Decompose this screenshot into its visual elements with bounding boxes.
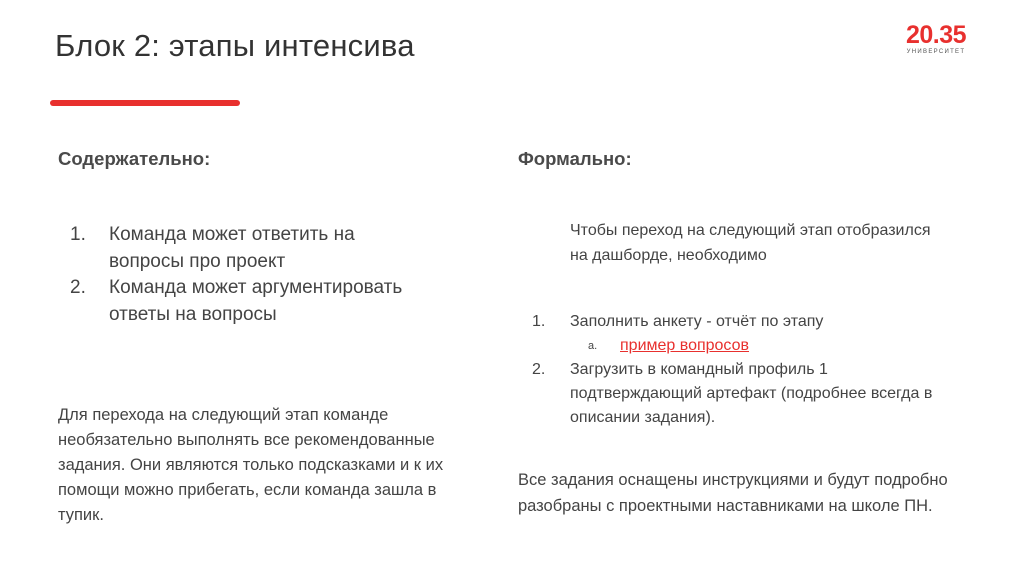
right-paragraph: Все задания оснащены инструкциями и будут подробно разобраны с проектными наставниками на школе ПН.	[518, 471, 948, 515]
list-number: 2.	[70, 277, 86, 298]
left-column-heading: Содержательно:	[58, 148, 211, 169]
sub-list-marker: a.	[588, 340, 598, 352]
list-item-text: Заполнить анкету - отчёт по этапу	[570, 313, 824, 330]
right-intro-text: Чтобы переход на следующий этап отобразился на дашборде, необходимо	[570, 222, 931, 264]
logo-subtitle: УНИВЕРСИТЕТ	[906, 49, 966, 55]
right-column-heading: Формально:	[518, 148, 632, 169]
list-item	[70, 222, 430, 275]
logo-number: 20.35	[905, 21, 967, 49]
sub-list-item	[570, 334, 962, 358]
list-number: 1.	[532, 313, 546, 330]
list-item-text: Загрузить в командный профиль 1 подтверждающий артефакт (подробнее всегда в описании задания).	[570, 361, 933, 426]
slide-title: Блок 2: этапы интенсива	[55, 28, 415, 63]
list-item-text: Команда может ответить на вопросы про проект	[109, 224, 355, 272]
list-number: 1.	[70, 224, 86, 245]
list-number: 2.	[532, 361, 546, 378]
title-underline	[50, 100, 240, 106]
list-item	[70, 275, 430, 328]
left-paragraph: Для перехода на следующий этап команде необязательно выполнять все рекомендованные задания. Они являются только подсказками и к их помощи можно прибегать, если команда зашла в тупик.	[58, 406, 444, 524]
university-logo	[898, 22, 974, 56]
list-item	[532, 310, 962, 358]
sub-list	[570, 334, 962, 358]
example-questions-link[interactable]: пример вопросов	[620, 337, 749, 354]
left-numbered-list	[70, 222, 430, 328]
list-item	[532, 358, 962, 430]
list-item-text: Команда может аргументировать ответы на вопросы	[109, 277, 403, 325]
right-numbered-list	[532, 310, 962, 430]
